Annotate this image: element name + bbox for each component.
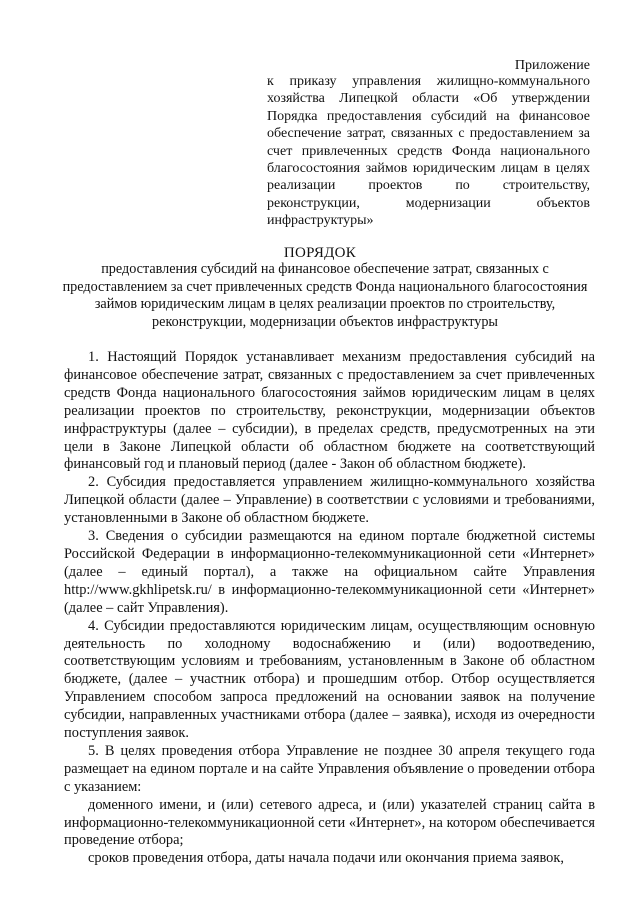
paragraph-6: доменного имени, и (или) сетевого адреса, и (или) указателей страниц сайта в информационно-телекоммуникационной сети «Интернет», на котором обеспечивается проведение отбора; [64, 796, 595, 849]
paragraph-7: сроков проведения отбора, даты начала подачи или окончания приема заявок, [88, 850, 564, 867]
document-body [64, 349, 595, 868]
appendix-text: к приказу управления жилищно-коммунального хозяйства Липецкой области «Об утверждении Порядка предоставления субсидий на финансовое обеспечение затрат, связанных с предоставлением за счет привлеченных средств Фонда национального благосостояния займов юридическим лицам в целях реализации проектов по строительству, реконструкции, модернизации объектов инфраструктуры» [267, 74, 590, 229]
document-title: ПОРЯДОК [283, 245, 357, 261]
appendix-label: Приложение [514, 58, 590, 73]
paragraph-2: 2. Субсидия предоставляется управлением жилищно-коммунального хозяйства Липецкой области (далее – Управление) в соответствии с условиями и требованиями, установленными в Законе об областном бюджете. [64, 474, 595, 527]
paragraph-4: 4. Субсидии предоставляются юридическим лицам, осуществляющим основную деятельность по холодному водоснабжению и (или) водоотведению, соответствующим условиям и требованиям, установленным в Законе об областном бюджете, (далее – участник отбора) и прошедшим отбор. Отбор осуществляется Управлением способом запроса предложений на основании заявок на получение субсидии, направленных участниками отбора (далее – заявка), исходя из очередности поступления заявок. [64, 617, 595, 742]
paragraph-3: 3. Сведения о субсидии размещаются на едином портале бюджетной системы Российской Федерации в информационно-телекоммуникационной сети «Интернет» (далее – единый портал), а также на официальном сайте Управления http://www.gkhlipetsk.ru/ в информационно-телекоммуникационной сети «Интернет» (далее – сайт Управления). [64, 528, 595, 616]
paragraph-1: 1. Настоящий Порядок устанавливает механизм предоставления субсидий на финансовое обеспечение затрат, связанных с предоставлением за счет привлеченных средств Фонда национального благосостояния займов юридическим лицам в целях реализации проектов по строительству, реконструкции, модернизации объектов инфраструктуры (далее – субсидии), в пределах средств, предусмотренных на эти цели в Законе Липецкой области об областном бюджете на соответствующий финансовый год и плановый период (далее - Закон об областном бюджете). [64, 349, 595, 473]
document-subtitle: предоставления субсидий на финансовое обеспечение затрат, связанных с предоставлением за счет привлеченных средств Фонда национального благосостояния займов юридическим лицам в целях реализации проектов по строительству, реконструкции, модернизации объектов инфраструктуры [62, 261, 588, 330]
paragraph-5: 5. В целях проведения отбора Управление не позднее 30 апреля текущего года размещает на едином портале и на сайте Управления объявление о проведении отбора с указанием: [64, 742, 595, 795]
